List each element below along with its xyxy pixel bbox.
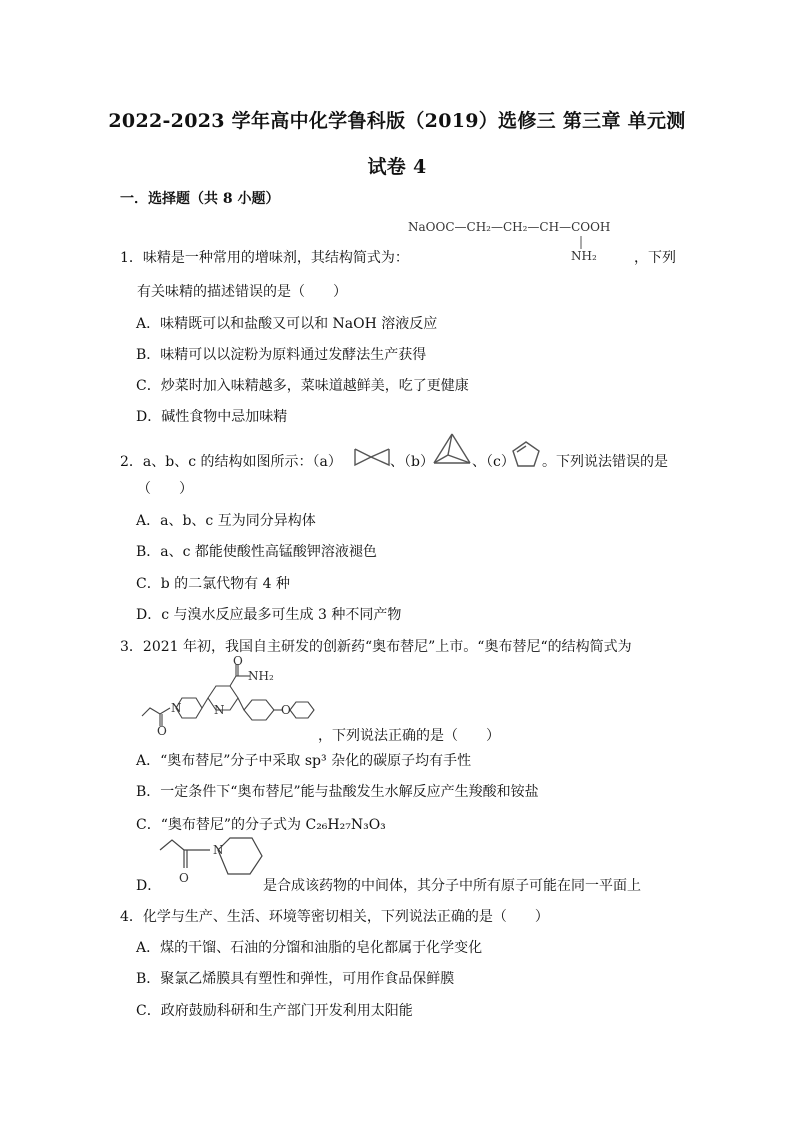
- q2-stem-part-a: 2．a、b、c 的结构如图所示：（a）: [120, 454, 342, 470]
- q2-option-a: A．a、b、c 互为同分异构体: [136, 513, 316, 529]
- q3-piperidine-n-label: N: [171, 701, 182, 715]
- q4-option-c: C．政府鼓励科研和生产部门开发利用太阳能: [136, 1003, 413, 1019]
- q3-stem-part-b: ，下列说法正确的是（ ）: [318, 728, 500, 744]
- intermediate-o-label: O: [179, 871, 189, 885]
- q4-stem: 4．化学与生产、生活、环境等密切相关，下列说法正确的是（ ）: [120, 909, 549, 925]
- q1-stem-part-b: ，下列: [634, 250, 676, 266]
- q2-option-c: C．b 的二氯代物有 4 种: [136, 576, 290, 592]
- orelabrutinib-structure: [140, 654, 320, 738]
- structure-a-icon: [354, 447, 390, 467]
- q1-option-a: A．味精既可以和盐酸又可以和 NaOH 溶液反应: [136, 316, 438, 332]
- q3-pyridine-n-label: N: [214, 703, 225, 717]
- q1-option-b: B．味精可以以淀粉为原料通过发酵法生产获得: [136, 347, 427, 363]
- q2-stem-part-b: 。下列说法错误的是: [542, 454, 668, 470]
- q3-option-d-text: 是合成该药物的中间体，其分子中所有原子可能在同一平面上: [263, 878, 641, 894]
- msg-formula-top: NaOOC—CH₂—CH₂—CH—COOH: [408, 220, 611, 234]
- structure-c-icon: [511, 440, 541, 468]
- q1-stem-part-a: 1．味精是一种常用的增味剂，其结构简式为：: [120, 250, 409, 266]
- q3-option-b: B．一定条件下“奥布替尼”能与盐酸发生水解反应产生羧酸和铵盐: [136, 784, 539, 800]
- q3-option-d-label: D．: [136, 878, 162, 894]
- q3-nh2-label: NH₂: [248, 669, 274, 683]
- q1-option-d: D．碱性食物中忌加味精: [136, 409, 288, 425]
- document-title-line2: 试卷 4: [367, 156, 427, 178]
- q2-separator-c: 、（c）: [472, 454, 515, 470]
- q3-ether-o-label: O: [281, 703, 291, 717]
- intermediate-structure: [158, 836, 268, 890]
- q3-carbonyl-o-label: O: [157, 724, 167, 738]
- q3-amide-o-label: O: [233, 654, 243, 668]
- q2-option-b: B．a、c 都能使酸性高锰酸钾溶液褪色: [136, 544, 377, 560]
- q3-option-a: A．“奥布替尼”分子中采取 sp³ 杂化的碳原子均有手性: [136, 753, 472, 769]
- msg-formula-bottom: NH₂: [571, 249, 597, 263]
- section-heading: 一．选择题（共 8 小题）: [120, 191, 280, 207]
- q4-option-b: B．聚氯乙烯膜具有塑性和弹性，可用作食品保鲜膜: [136, 971, 455, 987]
- q2-stem-part-c: （ ）: [137, 481, 193, 497]
- q3-option-c: C．“奥布替尼”的分子式为 C₂₆H₂₇N₃O₃: [136, 817, 386, 833]
- msg-structure-formula: [408, 218, 648, 263]
- intermediate-n-label: N: [213, 843, 224, 857]
- q4-option-a: A．煤的干馏、石油的分馏和油脂的皂化都属于化学变化: [136, 940, 483, 956]
- q1-option-c: C．炒菜时加入味精越多，菜味道越鲜美，吃了更健康: [136, 378, 469, 394]
- q3-stem-part-a: 3．2021 年初，我国自主研发的创新药“奥布替尼”上市。“奥布替尼“的结构简式为: [120, 639, 632, 655]
- document-title-line1: 2022-2023 学年高中化学鲁科版（2019）选修三 第三章 单元测: [108, 110, 686, 132]
- q2-separator-b: 、（b）: [390, 454, 434, 470]
- structure-b-icon: [432, 433, 472, 467]
- q2-option-d: D．c 与溴水反应最多可生成 3 种不同产物: [136, 607, 402, 623]
- q1-stem-part-c: 有关味精的描述错误的是（ ）: [137, 284, 347, 300]
